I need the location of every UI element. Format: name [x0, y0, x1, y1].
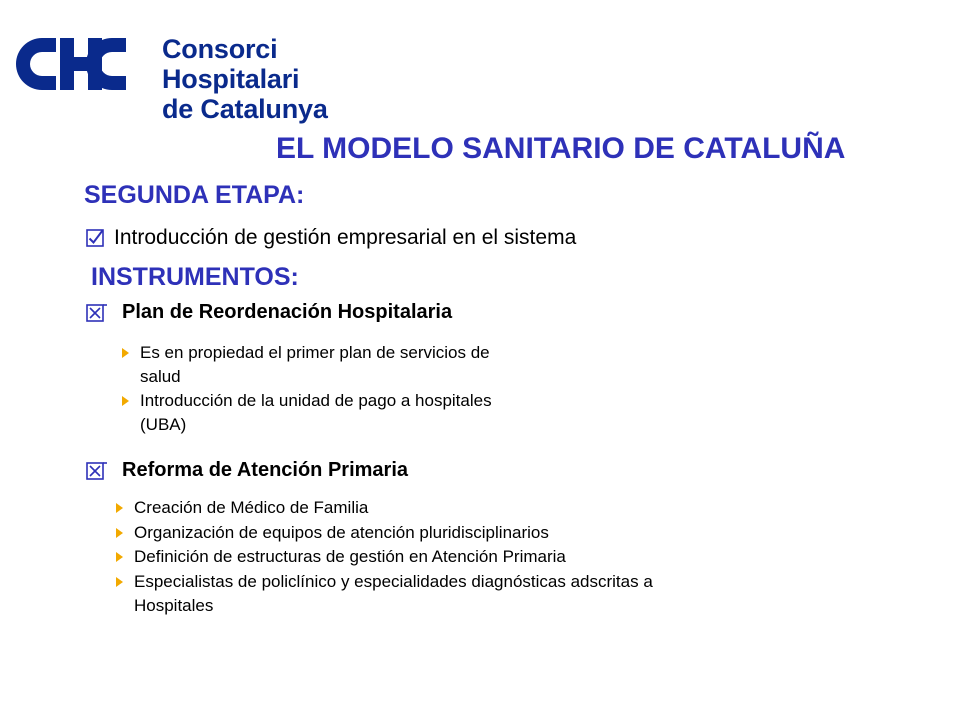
list-item — [116, 521, 653, 546]
checkbox-cross-icon — [86, 461, 108, 481]
instruments-heading: INSTRUMENTOS: — [91, 263, 299, 291]
triangle-bullet-icon — [122, 348, 129, 358]
triangle-bullet-icon — [116, 503, 123, 513]
instrument-bullet-list — [122, 341, 492, 437]
list-item-line: Introducción de la unidad de pago a hospitales — [140, 391, 492, 410]
list-item — [116, 545, 653, 570]
stage-point-text: Introducción de gestión empresarial en el sistema — [114, 226, 577, 249]
stage-heading: SEGUNDA ETAPA: — [84, 181, 305, 209]
triangle-bullet-icon — [116, 528, 123, 538]
list-item-line: Especialistas de policlínico y especialidades diagnósticas adscritas a — [134, 571, 653, 591]
list-item-line: (UBA) — [140, 415, 187, 434]
list-item — [116, 570, 653, 619]
checkbox-cross-icon — [86, 303, 108, 323]
triangle-bullet-icon — [122, 396, 129, 406]
checkbox-checked-icon — [86, 229, 104, 247]
logo-line-1: Consorci Hospitalari — [162, 34, 300, 94]
triangle-bullet-icon — [116, 577, 123, 587]
brand-logo — [16, 34, 416, 124]
instrument-heading-text: Plan de Reordenación Hospitalaria — [122, 301, 453, 323]
list-item — [116, 496, 653, 521]
stage-point — [86, 226, 576, 250]
instrument-heading-text: Reforma de Atención Primaria — [122, 459, 409, 481]
list-item-line: Definición de estructuras de gestión en Atención Primaria — [134, 547, 566, 566]
triangle-bullet-icon — [116, 552, 123, 562]
instrument-heading — [86, 459, 408, 482]
list-item-line: Hospitales — [134, 596, 214, 615]
list-item-line: Es en propiedad el primer plan de servicios de — [140, 343, 490, 362]
chc-logo-mark-icon — [16, 38, 140, 90]
list-item — [122, 341, 492, 389]
instrument-heading — [86, 301, 452, 324]
logo-wordmark — [162, 34, 416, 124]
list-item — [122, 389, 492, 437]
logo-line-2: de Catalunya — [162, 94, 328, 124]
slide-title: EL MODELO SANITARIO DE CATALUÑA — [276, 132, 846, 165]
list-item-line: Organización de equipos de atención pluridisciplinarios — [134, 522, 549, 542]
list-item-line: Creación de Médico de Familia — [134, 498, 369, 517]
list-item-line: salud — [140, 367, 181, 386]
instrument-bullet-list — [116, 496, 653, 619]
